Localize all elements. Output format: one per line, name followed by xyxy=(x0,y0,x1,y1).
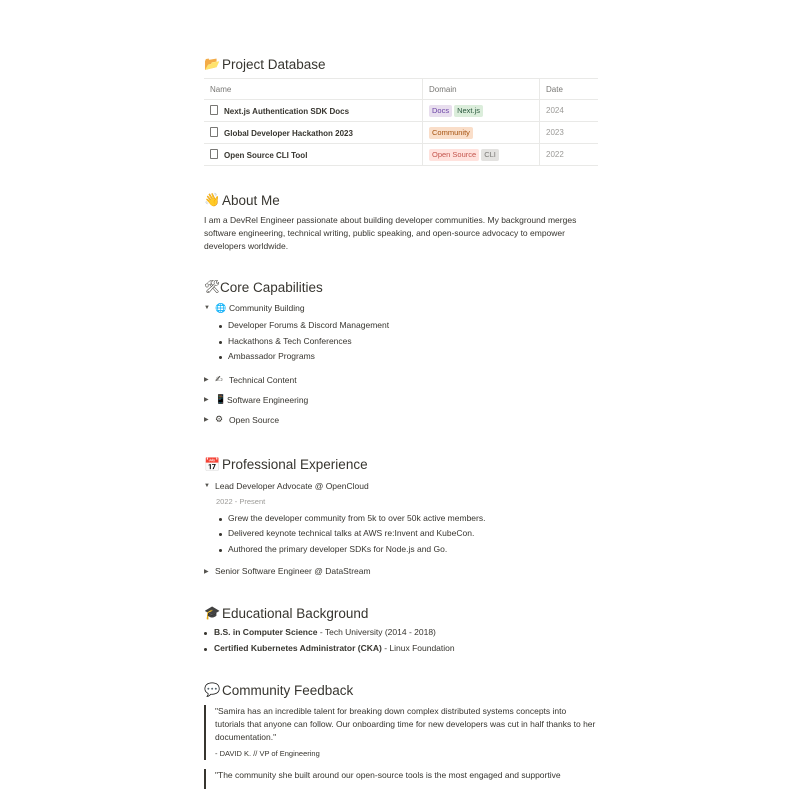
tag-community: Community xyxy=(429,127,473,139)
row-name-cell[interactable]: Global Developer Hackathon 2023 xyxy=(204,122,423,144)
row-domain-cell[interactable] xyxy=(423,122,540,144)
row-date-cell[interactable]: 2023 xyxy=(540,122,599,144)
experience-title: Professional Experience xyxy=(222,457,368,472)
capabilities-heading xyxy=(204,277,598,297)
tag-cli: CLI xyxy=(481,149,499,161)
row-domain-cell[interactable] xyxy=(423,100,540,122)
page-content xyxy=(204,54,598,789)
table-row[interactable] xyxy=(204,100,598,122)
list-item: Grew the developer community from 5k to over 50k active members. xyxy=(204,511,598,527)
about-title: About Me xyxy=(222,192,280,208)
education-list xyxy=(204,625,598,656)
writing-hand-icon: ✍ xyxy=(215,374,223,384)
community-building-list xyxy=(204,318,598,365)
tag-open-source: Open Source xyxy=(429,149,479,161)
list-item: Authored the primary developer SDKs for Node.js and Go. xyxy=(204,542,598,558)
capabilities-title: Core Capabilities xyxy=(220,279,323,295)
toggle-software-engineering[interactable]: ▶ 📱 Software Engineering xyxy=(204,394,309,405)
toggle-open-source[interactable]: ▶ ⚙ Open Source xyxy=(204,414,280,425)
calendar-icon: 📅 xyxy=(204,456,221,472)
triangle-right-icon[interactable]: ▶ xyxy=(204,568,209,575)
job-period: 2022 - Present xyxy=(216,496,266,506)
toggle-community-building[interactable]: ▼ 🌐 Community Building xyxy=(204,302,305,313)
project-database-table xyxy=(204,78,598,166)
list-item: Ambassador Programs xyxy=(204,349,598,365)
toggle-technical-content[interactable]: ▶ ✍ Technical Content xyxy=(204,374,297,385)
row-name-cell[interactable]: Open Source CLI Tool xyxy=(204,144,423,166)
triangle-right-icon[interactable]: ▶ xyxy=(204,397,209,403)
tools-icon: 🛠 xyxy=(204,279,221,294)
testimonial-quote: "The community she built around our open-source tools is the most engaged and supportive xyxy=(204,769,598,789)
experience-heading xyxy=(204,455,598,475)
education-title: Educational Background xyxy=(222,605,369,621)
graduation-cap-icon: 🎓 xyxy=(204,605,221,620)
triangle-right-icon[interactable]: ▶ xyxy=(204,377,209,383)
column-header-domain[interactable]: Domain xyxy=(423,79,540,100)
testimonial-quote: "Samira has an incredible talent for breaking down complex distributed systems concepts into tutorials that anyone can follow. Our onboarding time for new developers was cut in half thanks to her documentation." - DAVID K. // VP of Engineering xyxy=(204,705,598,760)
row-date-cell[interactable]: 2024 xyxy=(540,100,599,122)
folder-icon: 📂 xyxy=(204,56,221,71)
toggle-senior-software-engineer[interactable]: ▶ Senior Software Engineer @ DataStream xyxy=(204,566,371,576)
list-item: Delivered keynote technical talks at AWS re:Invent and KubeCon. xyxy=(204,526,598,542)
feedback-heading xyxy=(204,680,598,700)
tag-docs: Docs xyxy=(429,105,452,117)
table-row[interactable] xyxy=(204,144,598,166)
list-item: Certified Kubernetes Administrator (CKA) - Linux Foundation xyxy=(204,641,598,657)
phone-icon: 📱 xyxy=(215,394,227,404)
education-heading xyxy=(204,603,598,623)
experience-list xyxy=(204,511,598,558)
toggle-lead-developer-advocate[interactable]: ▼ Lead Developer Advocate @ OpenCloud xyxy=(204,480,369,491)
database-heading xyxy=(204,54,598,74)
database-title: Project Database xyxy=(222,56,326,72)
row-date-cell[interactable]: 2022 xyxy=(540,144,599,166)
triangle-down-icon[interactable]: ▼ xyxy=(204,482,210,489)
list-item: Hackathons & Tech Conferences xyxy=(204,334,598,350)
list-item: B.S. in Computer Science - Tech University (2014 - 2018) xyxy=(204,625,598,641)
triangle-down-icon[interactable]: ▼ xyxy=(204,305,210,311)
page-icon xyxy=(210,105,218,115)
tag-nextjs: Next.js xyxy=(454,105,483,117)
globe-icon: 🌐 xyxy=(215,302,227,313)
row-name-cell[interactable]: Next.js Authentication SDK Docs xyxy=(204,100,423,122)
feedback-title: Community Feedback xyxy=(222,682,354,698)
gear-icon: ⚙ xyxy=(215,414,224,424)
table-row[interactable] xyxy=(204,122,598,144)
column-header-name[interactable]: Name xyxy=(204,79,423,100)
about-heading xyxy=(204,190,598,210)
about-text: I am a DevRel Engineer passionate about building developer communities. My background merges software engineering, technical writing, public speaking, and open-source advocacy to empower developers worldwide. xyxy=(204,215,577,251)
speech-bubble-icon: 💬 xyxy=(204,682,221,697)
waving-hand-icon: 👋 xyxy=(204,192,221,207)
row-domain-cell[interactable] xyxy=(423,144,540,166)
page-icon xyxy=(210,127,218,137)
page-icon xyxy=(210,149,218,159)
list-item: Developer Forums & Discord Management xyxy=(204,318,598,334)
table-header-row xyxy=(204,79,598,100)
triangle-right-icon[interactable]: ▶ xyxy=(204,417,209,423)
column-header-date[interactable]: Date xyxy=(540,79,599,100)
